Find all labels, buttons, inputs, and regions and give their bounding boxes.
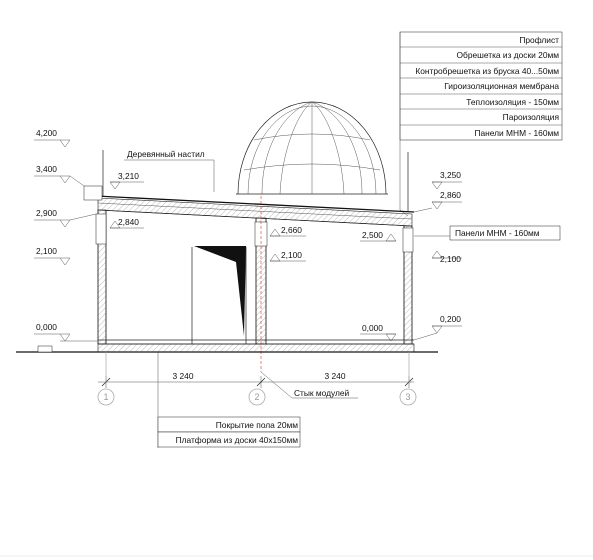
level-inner-d: 2,100 [281, 250, 302, 260]
level-inner-a: 3,210 [118, 171, 139, 181]
grid-axes [98, 389, 416, 405]
layer-3: Контробрешетка из бруска 40...50мм [415, 66, 559, 76]
level-inner-f: 0,000 [362, 323, 383, 333]
roof-layers-table [400, 32, 562, 216]
observatory-dome [236, 102, 388, 194]
level-left-3: 2,900 [36, 208, 57, 218]
layer-5: Теплоизоляция - 150мм [466, 97, 559, 107]
level-left-4: 2,100 [36, 246, 57, 256]
levels-inner [110, 171, 396, 341]
level-inner-c: 2,660 [281, 225, 302, 235]
layer-6: Пароизоляция [502, 112, 559, 122]
level-right-2: 2,860 [440, 190, 461, 200]
dim-1: 3 240 [172, 371, 194, 381]
floor-platform [16, 340, 438, 352]
layer-7: Панели МНМ - 160мм [474, 128, 559, 138]
floor-layers-table [158, 352, 300, 448]
wall-panel-label: Панели МНМ - 160мм [455, 228, 540, 238]
levels-left [34, 128, 98, 341]
level-inner-b: 2,840 [118, 217, 139, 227]
level-left-1: 4,200 [36, 128, 57, 138]
level-right-4: 0,200 [440, 314, 461, 324]
deck-label: Деревянный настил [127, 149, 205, 159]
layer-4: Гироизоляционная мембрана [444, 81, 559, 91]
door-opening [194, 246, 246, 336]
floor-layer-2: Платформа из доски 40x150мм [175, 435, 298, 445]
levels-right [414, 170, 462, 340]
dimension-line [98, 352, 414, 388]
level-left-2: 3,400 [36, 164, 57, 174]
level-right-1: 3,250 [440, 170, 461, 180]
layer-2: Обрешетка из доски 20мм [456, 50, 559, 60]
level-inner-e: 2,500 [362, 230, 383, 240]
axis-1-label: 1 [103, 392, 109, 402]
layer-1: Профлист [519, 35, 559, 45]
axis-2-label: 2 [254, 392, 260, 402]
dim-2: 3 240 [324, 371, 346, 381]
axis-3-label: 3 [405, 392, 411, 402]
wall-panel-callout [414, 226, 560, 240]
joint-label: Стык модулей [294, 388, 350, 398]
level-left-5: 0,000 [36, 322, 57, 332]
roof-slab [84, 149, 414, 226]
floor-layer-1: Покрытие пола 20мм [215, 420, 298, 430]
level-right-3: 2,100 [440, 254, 461, 264]
